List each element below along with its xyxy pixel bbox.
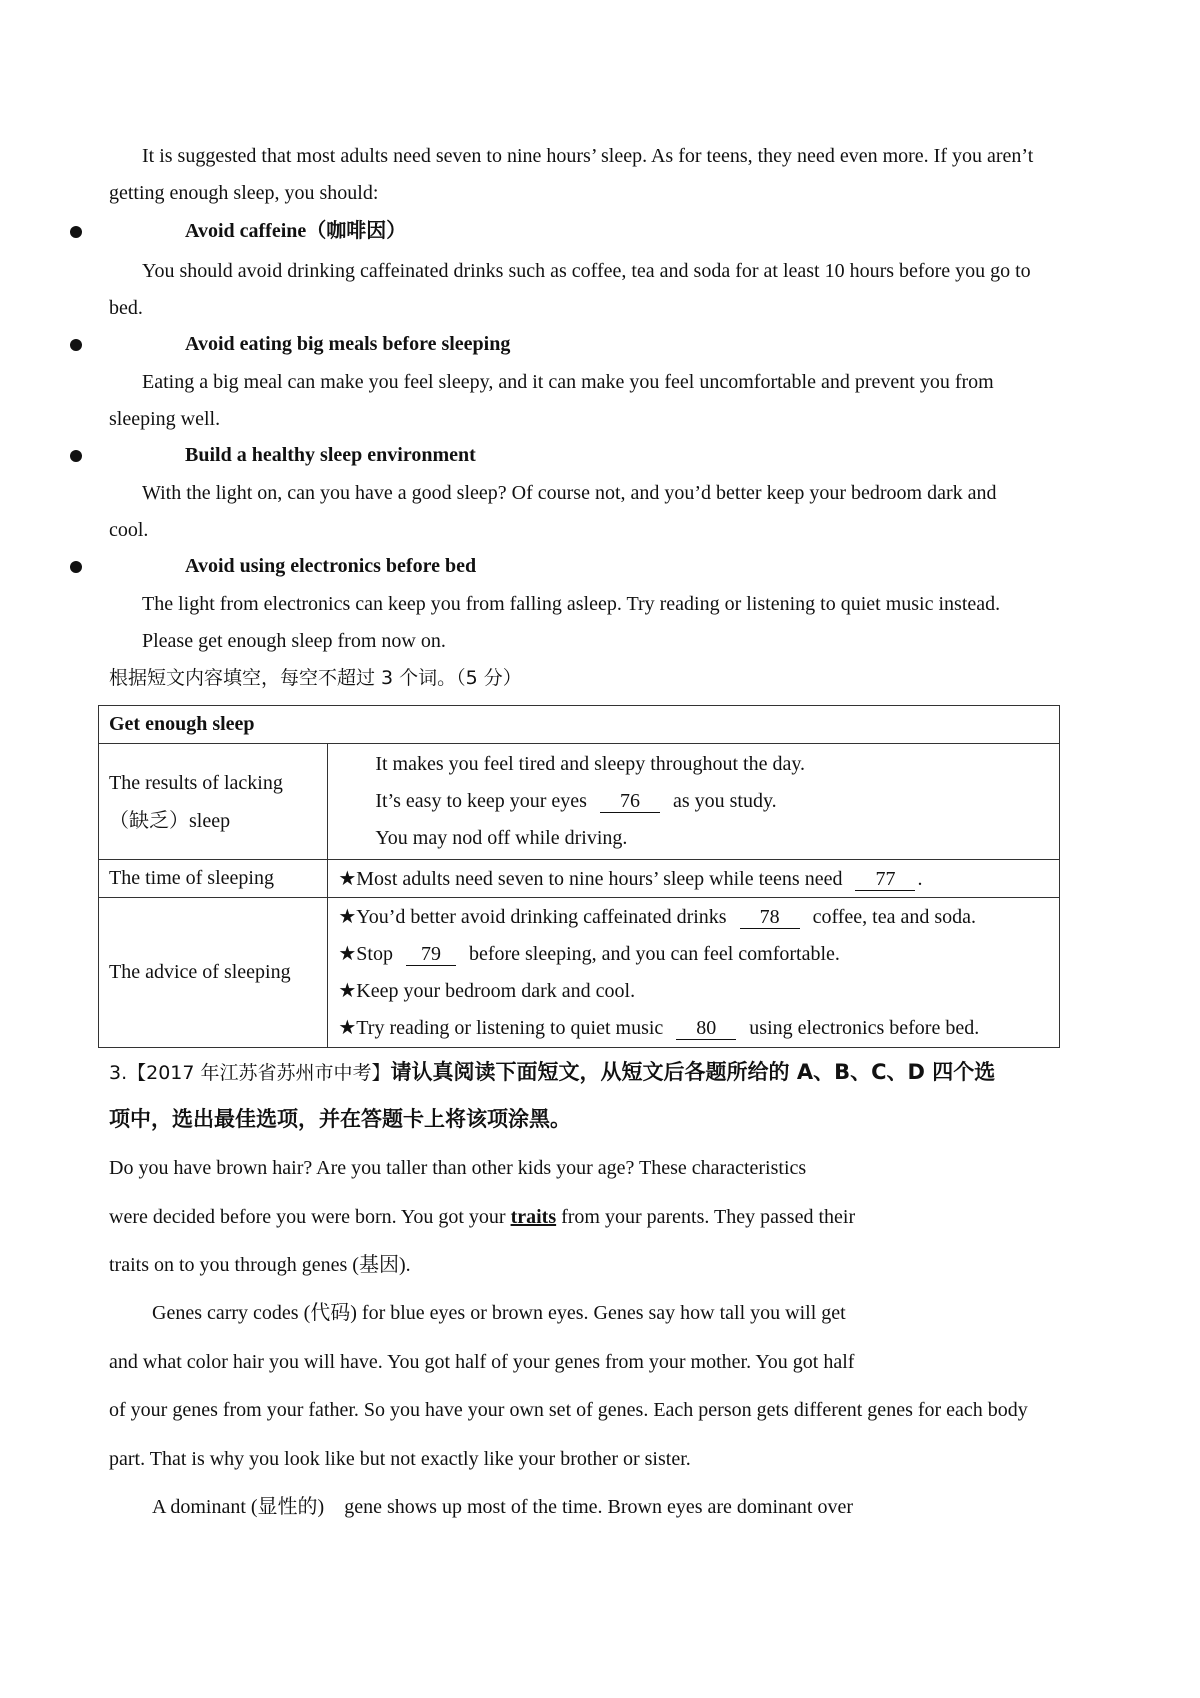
passage-text: from your parents. They passed their <box>561 1206 856 1228</box>
tip-body-line: bed. <box>109 297 143 319</box>
section-heading-text: 请认真阅读下面短文，从短文后各题所给的 A、B、C、D 四个选 <box>390 1060 996 1084</box>
tip-body-line: With the light on, can you have a good sleep? Of course not, and you’d better keep your bedroom dark and <box>142 482 997 504</box>
content-line: It makes you feel tired and sleepy throughout the day. <box>375 753 806 775</box>
blank-80[interactable]: 80 <box>676 1017 736 1040</box>
content-text: coffee, tea and soda. <box>812 905 977 928</box>
tip-body-line: sleeping well. <box>109 408 221 430</box>
passage-line: part. That is why you look like but not exactly like your brother or sister. <box>109 1448 691 1470</box>
section-prefix: 3.【2017 年江苏省苏州市中考】 <box>109 1062 391 1084</box>
tip-body-line: You should avoid drinking caffeinated drinks such as coffee, tea and soda for at least 10 hours before you go to <box>142 260 1031 282</box>
bullet-icon <box>70 561 82 573</box>
passage-line: of your genes from your father. So you have your own set of genes. Each person gets different genes for each body <box>109 1399 1028 1421</box>
underlined-word: traits <box>510 1206 557 1228</box>
tip-title: Avoid using electronics before bed <box>185 555 477 577</box>
row-label-advice: The advice of sleeping <box>99 898 328 1048</box>
content-line: You may nod off while driving. <box>375 827 628 849</box>
content-text: as you study. <box>672 790 777 812</box>
content-text: before sleeping, and you can feel comfortable. <box>468 942 840 965</box>
tip-body-line: The light from electronics can keep you from falling asleep. Try reading or listening to quiet music instead. <box>142 593 1001 615</box>
row-content-advice <box>328 898 1060 1048</box>
content-line <box>338 936 1059 973</box>
content-text: ★Most adults need seven to nine hours’ sleep while teens need <box>338 868 843 890</box>
bullet-icon <box>70 339 82 351</box>
blank-77[interactable]: 77 <box>855 868 915 891</box>
intro-line-2: getting enough sleep, you should: <box>109 182 379 204</box>
blank-76[interactable]: 76 <box>600 790 660 813</box>
tip-title: Build a healthy sleep environment <box>185 444 476 466</box>
content-line: ★Keep your bedroom dark and cool. <box>338 979 636 1002</box>
tip-body-line: Eating a big meal can make you feel sleepy, and it can make you feel uncomfortable and prevent you from <box>142 371 994 393</box>
passage-line: traits on to you through genes (基因). <box>109 1254 411 1276</box>
fill-in-table <box>98 705 1060 1048</box>
section-heading-line-2: 项中，选出最佳选项，并在答题卡上将该项涂黑。 <box>109 1107 571 1131</box>
content-text: It’s easy to keep your eyes <box>375 790 587 812</box>
row-content-results <box>328 744 1060 860</box>
closing-line: Please get enough sleep from now on. <box>142 630 446 652</box>
task-instruction: 根据短文内容填空，每空不超过 3 个词。（5 分） <box>109 667 522 689</box>
passage-text: were decided before you were born. You got your <box>109 1206 506 1228</box>
content-text: ★Stop <box>338 942 393 965</box>
passage-line: A dominant (显性的) gene shows up most of the time. Brown eyes are dominant over <box>152 1496 853 1518</box>
bullet-icon <box>70 450 82 462</box>
content-line <box>375 783 1059 820</box>
passage-line: Do you have brown hair? Are you taller than other kids your age? These characteristics <box>109 1157 807 1179</box>
passage-line: Genes carry codes (代码) for blue eyes or brown eyes. Genes say how tall you will get <box>152 1302 846 1324</box>
section-heading <box>109 1057 995 1088</box>
content-text: . <box>917 868 923 890</box>
row-label-time: The time of sleeping <box>99 860 328 898</box>
content-line <box>338 1010 1059 1047</box>
row-content-time <box>328 860 1060 898</box>
passage-line <box>109 1204 855 1230</box>
table-title: Get enough sleep <box>99 706 1060 744</box>
row-label-line: （缺乏）sleep <box>109 809 231 832</box>
blank-78[interactable]: 78 <box>740 906 800 929</box>
passage-line: and what color hair you will have. You got half of your genes from your mother. You got half <box>109 1351 855 1373</box>
bullet-icon <box>70 226 82 238</box>
tip-title: Avoid caffeine（咖啡因） <box>185 220 407 242</box>
intro-line-1: It is suggested that most adults need seven to nine hours’ sleep. As for teens, they need even more. If you aren’t <box>142 145 1034 167</box>
content-text: ★You’d better avoid drinking caffeinated drinks <box>338 905 727 928</box>
content-line <box>338 899 1059 936</box>
row-label-line: The results of lacking <box>109 771 283 794</box>
tip-body-line: cool. <box>109 519 149 541</box>
tip-title: Avoid eating big meals before sleeping <box>185 333 511 355</box>
row-label-results <box>99 744 328 860</box>
blank-79[interactable]: 79 <box>406 943 456 966</box>
content-text: using electronics before bed. <box>749 1016 980 1039</box>
content-text: ★Try reading or listening to quiet music <box>338 1016 664 1039</box>
